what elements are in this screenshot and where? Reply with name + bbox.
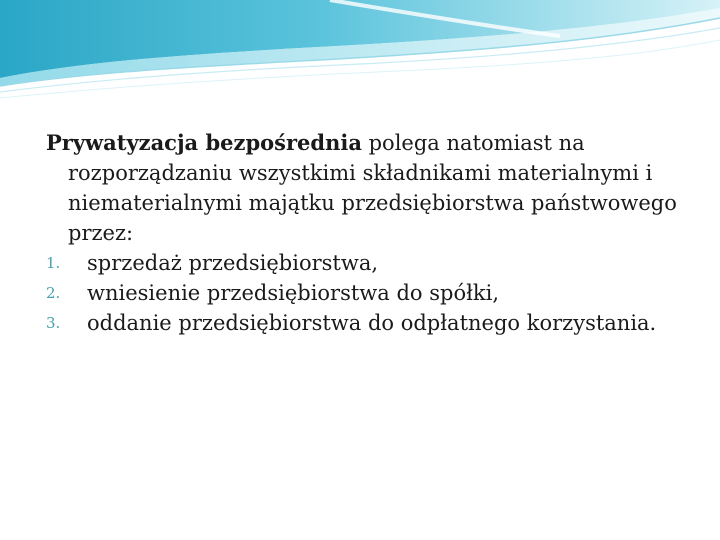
intro-paragraph <box>46 128 706 248</box>
slide-body <box>46 128 706 338</box>
list-item-number: 2. <box>46 284 61 302</box>
list-item <box>46 248 706 278</box>
list-item-number: 3. <box>46 314 61 332</box>
list-item-number: 1. <box>46 254 61 272</box>
list-item-text: sprzedaż przedsiębiorstwa, <box>87 251 379 275</box>
intro-bold-term: Prywatyzacja bezpośrednia <box>46 130 362 155</box>
list-item <box>46 278 706 308</box>
list-item-text: oddanie przedsiębiorstwa do odpłatnego korzystania. <box>87 311 657 335</box>
numbered-list <box>46 248 706 338</box>
list-item <box>46 308 706 338</box>
header-wave-decoration <box>0 0 720 110</box>
list-item-text: wniesienie przedsiębiorstwa do spółki, <box>87 281 500 305</box>
intro-rest-text: polega natomiast na rozporządzaniu wszystkimi składnikami materialnymi i niematerialnymi majątku przedsiębiorstwa państwowego przez: <box>68 131 677 245</box>
